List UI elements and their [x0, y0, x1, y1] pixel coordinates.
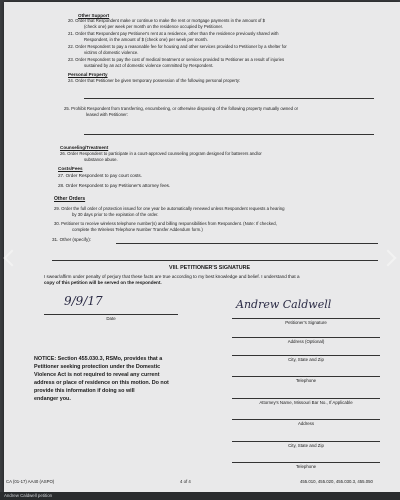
item-30: 30. Petitioner to receive wireless telephone number(s) and billing responsibilities from Respondent. (Note: If checked,	[54, 221, 277, 226]
item-20: 20. Order that Respondent make or continue to make the rent or mortgage payments in the amount of $	[68, 18, 266, 23]
notice-line-3: Violence Act is not required to reveal any current	[34, 372, 160, 378]
document-page	[4, 2, 400, 492]
item-28: 28. Order Respondent to pay Petitioner's attorney fees.	[58, 183, 171, 188]
item-23-detail: sustained by an act of domestic violence committed by Respondent.	[84, 63, 214, 68]
item-22-detail: victims of domestic violence.	[84, 50, 139, 55]
item-23: 23. Order Respondent to pay the cost of medical treatment or services provided to Petitioner as a result of injuries	[68, 57, 285, 62]
item-22: 22. Order Respondent to pay a reasonable fee for housing and other services provided to Petitioner by a shelter for	[68, 44, 287, 49]
city-label-1: City, State and Zip	[288, 357, 324, 362]
footer-form-id: CA (01-17) AA40 (ASPO)	[6, 479, 55, 484]
heading-signature: VIII. PETITIONER'S SIGNATURE	[169, 265, 251, 271]
footer-page: 4 of 4	[180, 479, 191, 484]
notice-line-1: NOTICE: Section 455.030.3, RSMo, provides that a	[34, 356, 163, 362]
item-25: 25. Prohibit Respondent from transferring, encumbering, or otherwise disposing of the following property mutually owned or	[64, 106, 299, 111]
section-divider	[52, 260, 378, 261]
line-25	[84, 134, 374, 135]
item-27: 27. Order Respondent to pay court costs.	[58, 173, 143, 178]
item-26-detail: substance abuse.	[84, 157, 118, 162]
item-25-detail: leased with Petitioner:	[86, 112, 129, 117]
line-31	[116, 243, 378, 244]
item-20-detail: (check one) per week per month on the residence occupied by Petitioner.	[84, 24, 224, 29]
telephone-line-2	[232, 462, 380, 463]
image-caption: Andrew Caldwell petition	[0, 492, 400, 500]
heading-other-support: Other Support	[78, 13, 110, 18]
notice-line-5: provide this information if doing so will	[34, 388, 135, 394]
signature-line	[232, 318, 380, 319]
telephone-line-1	[232, 376, 380, 377]
heading-personal-property: Personal Property	[68, 72, 108, 77]
attorney-label: Attorney's Name, Missouri Bar No., If Applicable	[259, 400, 353, 405]
item-21-detail: Respondent, in the amount of $ (check one) per week per month.	[84, 37, 208, 42]
line-24	[84, 98, 374, 99]
heading-costs: Costs/Fees	[58, 166, 83, 171]
item-26: 26. Order Respondent to participate in a court-approved counseling program designed for batterers and/or	[60, 151, 262, 156]
address-optional-label: Address (Optional)	[287, 339, 325, 344]
city-label-2: City, State and Zip	[288, 443, 324, 448]
oath-line-2: copy of this petition will be served on the respondent.	[44, 280, 162, 285]
oath-line-1: I swear/affirm under penalty of perjury that these facts are true according to my best knowledge and belief. I understand that a	[44, 274, 300, 279]
heading-other-orders: Other Orders	[54, 196, 86, 202]
notice-line-6: endanger you.	[34, 396, 71, 402]
notice-line-4: address or place of residence on this motion. Do not	[34, 380, 169, 386]
address-optional-line	[232, 337, 380, 338]
item-24: 24. Order that Petitioner be given temporary possession of the following personal property:	[68, 78, 241, 83]
notice-line-2: Petitioner seeking protection under the Domestic	[34, 364, 161, 370]
date-label: Date	[106, 316, 116, 321]
item-21: 21. Order that Respondent pay Petitioner's rent at a residence, other than the residence previously shared with	[68, 31, 279, 36]
attorney-line	[232, 398, 380, 399]
item-30-detail: complete the Wireless Telephone Number Transfer Addendum form.)	[72, 227, 203, 232]
address-label: Address	[297, 421, 315, 426]
handwritten-date: 9/9/17	[64, 294, 103, 308]
telephone-label-2: Telephone	[295, 464, 317, 469]
telephone-label-1: Telephone	[295, 378, 317, 383]
heading-counseling: Counseling/Treatment	[60, 145, 109, 150]
item-29-detail: by 30 days prior to the expiration of the order.	[72, 212, 159, 217]
handwritten-signature: Andrew Caldwell	[236, 298, 332, 311]
address-line	[232, 419, 380, 420]
item-29: 29. Order the full order of protection issued for one year be automatically renewed unless Respondent requests a hearing	[54, 206, 285, 211]
footer-statutes: 455.010, 455.020, 455.030.3, 455.050	[300, 479, 373, 484]
date-line	[44, 314, 178, 315]
city-line-1	[232, 355, 380, 356]
city-line-2	[232, 441, 380, 442]
signature-label: Petitioner's Signature	[285, 320, 327, 325]
item-31: 31. Other (specify):	[52, 237, 92, 242]
